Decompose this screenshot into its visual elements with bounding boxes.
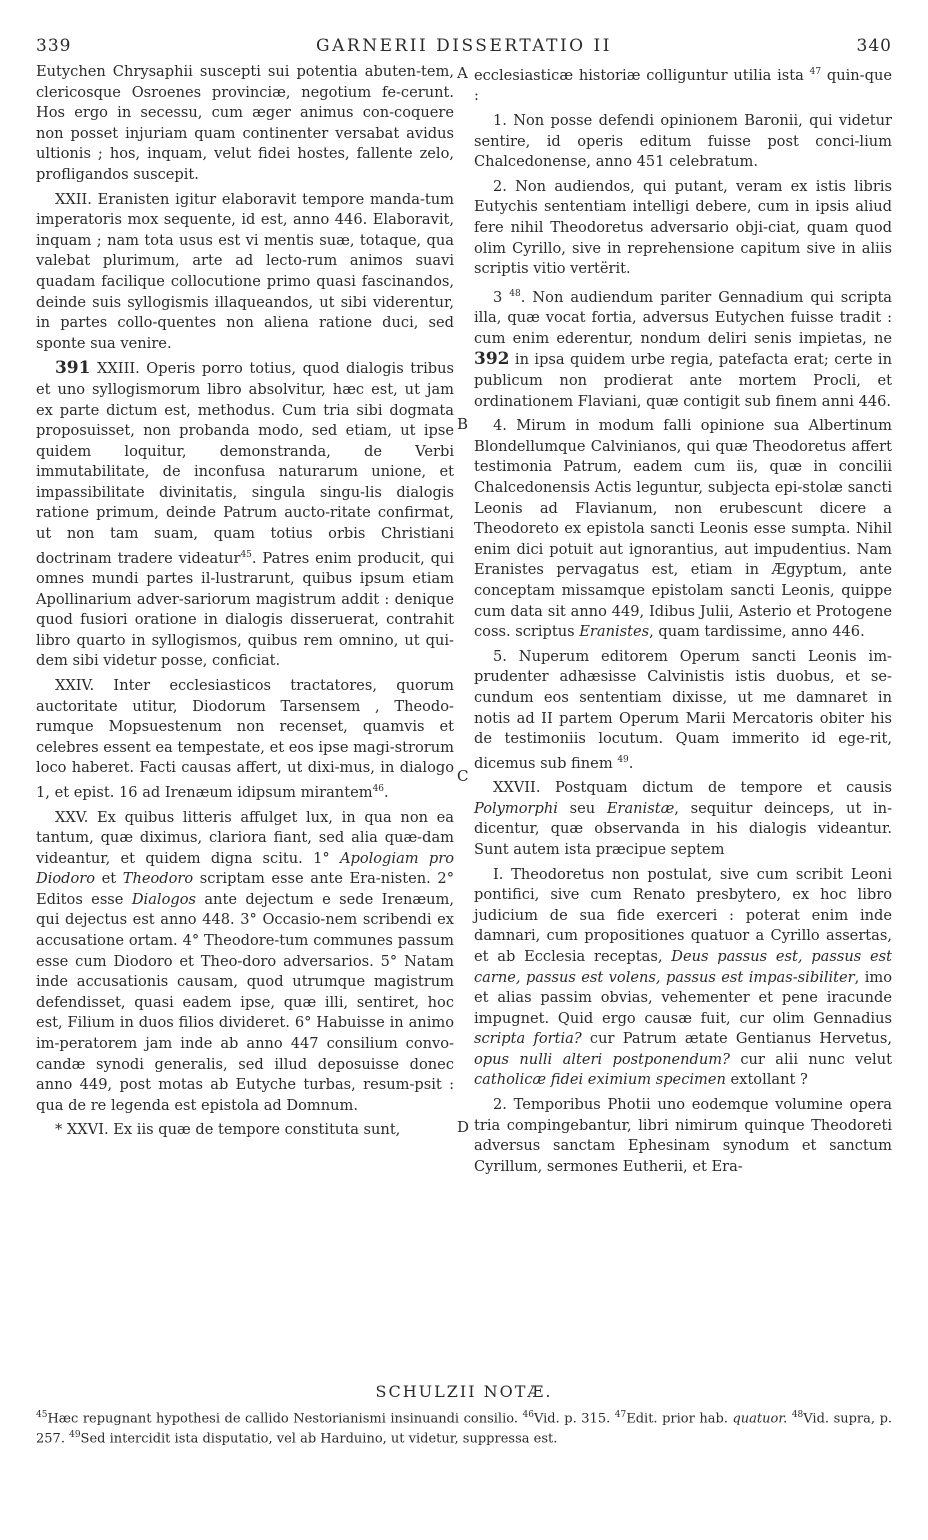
left-column: [36, 62, 454, 1141]
footnote-ref-45: 45: [240, 549, 252, 560]
right-column: [474, 62, 892, 1177]
paragraph-continued: ecclesiasticæ historiæ colliguntur utilia ista $^{47}$ quin-que :: [474, 66, 892, 105]
paragraph-xxvii: XXVII. Postquam dictum de tempore et causis Polymorphi seu Eranistæ, sequitur deinceps, ut in-dicentur, quæ observanda in his dialogis videantur. Sunt autem ista præcipue septem: [474, 779, 892, 858]
observation-2: 2. Temporibus Photii uno eodemque volumine opera tria compingebantur, libri nimirum quinque Theodoreti adversus sanctam Ephesinam synodum et sanctum Cyrillum, sermones Eutherii, et Era-: [474, 1096, 892, 1175]
footnote-ref-48: 48: [509, 288, 521, 299]
margin-page-number-391: 391: [54, 358, 91, 379]
notes-text: $^{45}$Hæc repugnant hypothesi de callido Nestorianismi insinuandi consilio. $^{46}$Vid. p. 315. $^{47}$Edit. prior hab. quatuor. $^{48}$Vid. supra, p. 257. $^{49}$Sed intercidit ista disputatio, vel ab Harduino, ut videtur, suppressa est.: [36, 1410, 893, 1447]
running-title: GARNERII DISSERTATIO II: [316, 36, 612, 56]
note-47: Edit. prior hab. quatuor.: [626, 1411, 788, 1427]
footnote-ref-46: 46: [372, 784, 385, 795]
footnote-ref-47: 47: [809, 67, 822, 77]
margin-letter-a: A: [457, 64, 468, 82]
list-item-3: 3 $^{48}$. Non audiendum pariter Gennadium qui scripta illa, quæ vocat fortia, adversus Eutychen fuisse tradit : cum enim ederentur, nondum deliri senis impietas, ne 392 in ipsa quidem urbe regia, patefacta erat; certe in publicum non prodierat ante mortem Procli, et ordinationem Flaviani, quæ contigit sub finem anni 446.: [474, 288, 893, 410]
margin-letter-d: D: [457, 1118, 470, 1136]
paragraph-xxvi: * XXVI. Ex iis quæ de tempore constituta sunt,: [54, 1121, 401, 1139]
observation-i: I. Theodoretus non postulat, sive cum scribit Leoni pontifici, sive cum Renato presbytero, ex hoc libro judicium de sua fide exerceri : poterat enim inde damnari, cum propositiones quatuor a Cyrillo assertas, et ab Ecclesia receptas, Deus passus est, passus est carne, passus est volens, passus est impas-sibiliter, imo et alias passim obvias, vehementer et pene iracunde impugnet. Quid ergo causæ fuit, cur olim Gennadius scripta fortia? cur Patrum ætate Gentianus Hervetus, opus nulli alteri postponendum? cur alii nunc velut catholicæ fidei eximium specimen extollant ?: [474, 865, 893, 1089]
paragraph-xxiv: XXIV. Inter ecclesiasticos tractatores, quorum auctoritate utitur, Diodorum Tarsensem , Theodo-rumque Mopsuestenum non recenset, quamvis et celebres essent ea tempestate, et eos ipse magi-strorum loco haberet. Facti causas affert, ut dixi-mus, in dialogo 1, et epist. 16 ad Irenæum idipsum mirantem$^{46}$.: [36, 677, 454, 801]
margin-letter-c: C: [457, 767, 469, 785]
paragraph-xxiii: 391 XXIII. Operis porro totius, quod dialogis tribus et uno syllogismorum libro absolvitur, hæc est, ut jam ex parte dictum est, methodus. Cum tria sibi dogmata proposuisset, non probanda modo, sed etiam, ut ipse quidem loquitur, demonstranda, de Verbi immutabilitate, de inconfusa naturarum unione, et impassibilitate divinitatis, singula singu-lis dialogis ratione primum, deinde Patrum aucto-ritate confirmat, ut non tam suam, quam totius orbis Christiani doctrinam tradere videatur$^{45}$. Patres enim producit, qui omnes mundi partes il-lustrarunt, quibus ipsum etiam Apollinarium adver-sariorum magistrum addit : denique quod fusiori oratione in dialogis disseruerat, contrahit libro quarto in syllogismos, quibus rem omnino, ut qui-dem sibi videtur posse, conficiat.: [36, 358, 455, 670]
paragraph-xxv: XXV. Ex quibus litteris affulget lux, in qua non ea tantum, quæ diximus, clariora fiant, sed alia quæ-dam videantur, et quidem digna scitu. 1° Apologiam pro Diodoro et Theodoro scriptam esse ante Era-nisten. 2° Editos esse Dialogos ante dejectum e sede Irenæum, qui dejectus est anno 448. 3° Occasio-nem scribendi ex accusatione ortam. 4° Theodore-tum communes passum esse cum Diodoro et Theo-doro adversarios. 5° Natam inde accusationis causam, quod utrumque magistrum defendisset, quasi eadem ipse, quæ illi, sentiret, hoc est, Filium in duos filios divideret. 6° Habuisse in animo im-peratorem jam inde ab anno 447 consilium convo-candæ synodi generalis, sed illud deposuisse donec anno 449, post motas ab Eutyche turbas, resum-psit : qua de re legenda est epistola ad Domnum.: [36, 808, 454, 1114]
note-45: Hæc repugnant hypothesi de callido Nestorianismi insinuandi consilio.: [47, 1411, 518, 1427]
note-49: Sed intercidit ista disputatio, vel ab Harduino, ut videtur, suppressa est.: [80, 1431, 558, 1447]
margin-letter-b: B: [457, 415, 469, 433]
footnote-ref-49: 49: [617, 754, 629, 765]
paragraph-eutychen: Eutychen Chrysaphii suscepti sui potentia abuten-tem, clericosque Osroenes provinciæ, negotium fe-cerunt. Hos ergo in secessu, cum æger animus con-coquere non posset injuriam quam continenter versabat avidus ultionis ; hos, inquam, velut fidei hostes, fallente zelo, profligandos suscepit.: [36, 63, 454, 183]
list-item-5: 5. Nuperum editorem Operum sancti Leonis im-prudenter adhæsisse Calvinistis istis duobus, et se-cundum eos sententiam dixisse, ut me damnaret in notis ad II partem Operum Marii Mercatoris obiter his de testimoniis locutum. Quam immerito id ege-rit, dicemus sub finem $^{49}$.: [474, 647, 892, 772]
page-header: [36, 36, 892, 60]
notes-title: SCHULZII NOTÆ.: [375, 1382, 553, 1401]
list-item-1: 1. Non posse defendi opinionem Baronii, qui videtur sentire, id operis editum fuisse post conci-lium Chalcedonense, anno 451 celebratum.: [474, 112, 892, 171]
list-item-2: 2. Non audiendos, qui putant, veram ex istis libris Eutychis sententiam intelligi debere, cum in ipsis aliud fere nihil Theodoretus adversario obji-ciat, quam quod olim Cyrillo, sive in reprehensione capitum sive in aliis scriptis vitio vertërit.: [474, 177, 892, 278]
list-item-4: 4. Mirum in modum falli opinione sua Albertinum Blondellumque Calvinianos, qui quæ Theodoretus affert testimonia Patrum, eadem cum iis, quæ in concilii Chalcedonensis Actis leguntur, subjecta epi-stolæ sancti Leonis ad Flavianum, non erubescunt dicere a Theodoreto ex epistola sancti Leonis esse sumpta. Nihil enim dici potuit aut ignorantius, aut impudentius. Nam Eranistes pervagatus est, etiam in Ægyptum, ante conceptam missamque epistolam sancti Leonis, quippe cum data sit anno 449, Idibus Julii, Asterio et Protogene coss. scriptus Eranistes, quam tardissime, anno 446.: [474, 417, 892, 641]
note-48: Vid. supra, p. 257.: [36, 1411, 893, 1447]
paragraph-xxii: XXII. Eranisten igitur elaboravit tempore manda-tum imperatoris mox sequente, id est, anno 446. Elaboravit, inquam ; nam tota usus est vi mentis suæ, totaque, qua valebat plurimum, arte ad lecto-rum animos suavi quadam facilique collocutione primo quasi fascinandos, deinde suis syllogismis illaqueandos, ut sibi viderentur, in partes collo-quentes non aliena ratione duci, sed sponte sua venire.: [36, 190, 454, 352]
margin-page-number-392: 392: [474, 349, 510, 370]
footnotes: [36, 1382, 892, 1448]
page-number-left: 339: [36, 36, 72, 56]
note-46: Vid. p. 315.: [533, 1411, 611, 1427]
page-number-right: 340: [856, 36, 892, 56]
